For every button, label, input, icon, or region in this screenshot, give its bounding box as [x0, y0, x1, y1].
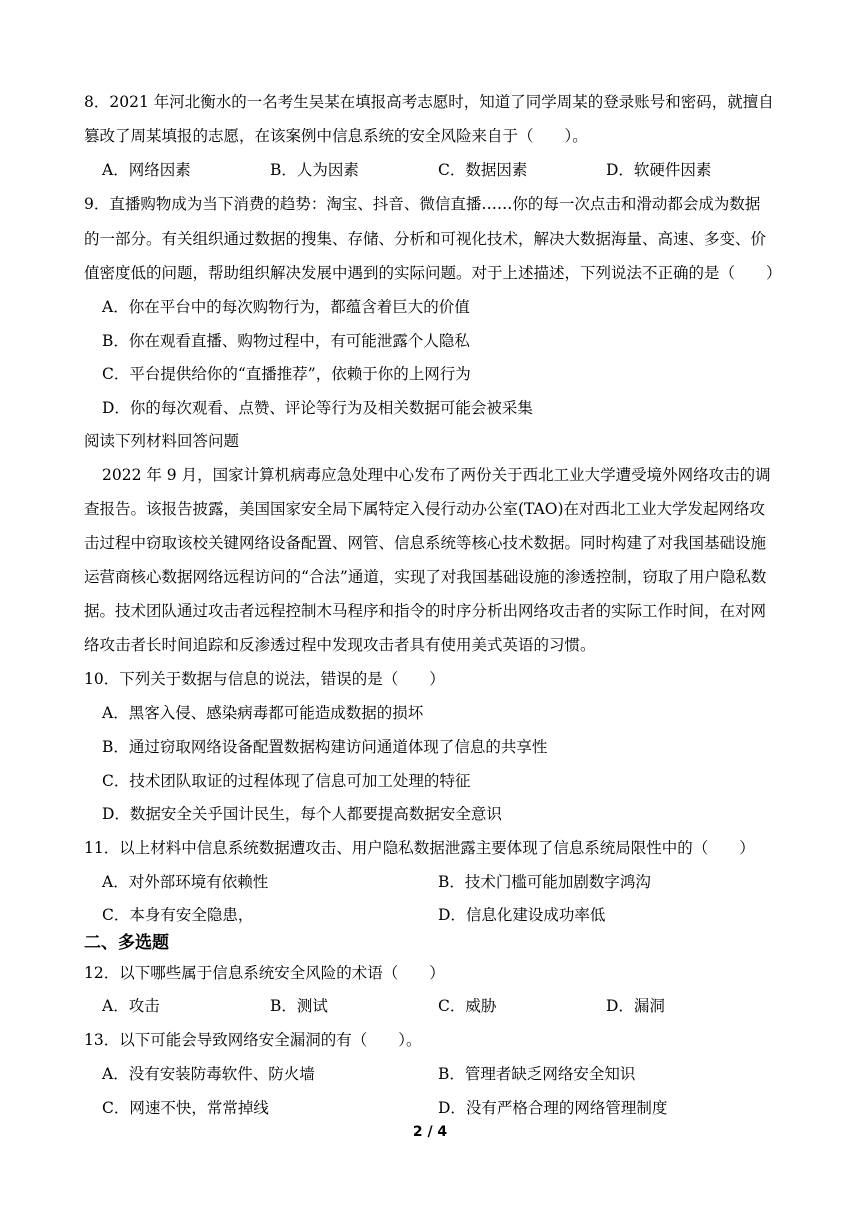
q10-stem: 10．下列关于数据与信息的说法，错误的是（ ） [84, 670, 445, 688]
reading-line-5: 据。技术团队通过攻击者远程控制木马程序和指令的时序分析出网络攻击者的实际工作时间，在对网 [84, 602, 767, 620]
q13-option-b: B．管理者缺乏网络安全知识 [438, 1065, 636, 1083]
q11-stem: 11．以上材料中信息系统数据遭攻击、用户隐私数据泄露主要体现了信息系统局限性中的（ ） [84, 839, 755, 857]
q13-stem: 13．以下可能会导致网络安全漏洞的有（ ）。 [84, 1031, 422, 1049]
q11-option-d: D．信息化建设成功率低 [438, 906, 606, 924]
q11-option-c: C．本身有安全隐患， [102, 906, 254, 924]
reading-line-1: 2022 年 9 月，国家计算机病毒应急处理中心发布了两份关于西北工业大学遭受境外网络攻击的调 [102, 466, 771, 484]
q8-option-c: C．数据因素 [438, 161, 528, 179]
q12-option-a: A．攻击 [102, 997, 160, 1015]
q8-stem-line1: 8．2021 年河北衡水的一名考生吴某在填报高考志愿时，知道了同学周某的登录账号和密码，就擅自 [84, 93, 774, 111]
reading-line-3: 击过程中窃取该校关键网络设备配置、网管、信息系统等核心技术数据。同时构建了对我国基础设施 [84, 534, 767, 552]
q9-stem-line1: 9．直播购物成为当下消费的趋势：淘宝、抖音、微信直播……你的每一次点击和滑动都会成为数据 [84, 195, 761, 213]
reading-heading: 阅读下列材料回答问题 [84, 432, 240, 450]
q9-stem-line2: 的一部分。有关组织通过数据的搜集、存储、分析和可视化技术，解决大数据海量、高速、多变、价 [84, 230, 767, 248]
q10-option-a: A．黑客入侵、感染病毒都可能造成数据的损坏 [102, 704, 424, 722]
q9-option-c: C．平台提供给你的“直播推荐”，依赖于你的上网行为 [102, 365, 471, 383]
q8-stem-line2: 篡改了周某填报的志愿，在该案例中信息系统的安全风险来自于（ ）。 [84, 127, 588, 145]
q12-option-c: C．威胁 [438, 997, 497, 1015]
reading-line-4: 运营商核心数据网络远程访问的“合法”通道，实现了对我国基础设施的渗透控制，窃取了用户隐私数 [84, 568, 767, 586]
page-number: 2 / 4 [412, 1124, 448, 1140]
q9-stem-line3: 值密度低的问题，帮助组织解决发展中遇到的实际问题。对于上述描述，下列说法不正确的是（ ） [84, 264, 782, 282]
q12-stem: 12．以下哪些属于信息系统安全风险的术语（ ） [84, 964, 445, 982]
reading-line-2: 查报告。该报告披露，美国国家安全局下属特定入侵行动办公室(TAO)在对西北工业大学发起网络攻 [84, 500, 765, 518]
q13-option-d: D．没有严格合理的网络管理制度 [438, 1099, 668, 1117]
q8-option-d: D．软硬件因素 [606, 161, 712, 179]
q11-option-a: A．对外部环境有依赖性 [102, 873, 269, 891]
section-title-multiple-choice: 二、多选题 [84, 933, 169, 953]
reading-line-6: 络攻击者长时间追踪和反渗透过程中发现攻击者具有使用美式英语的习惯。 [84, 636, 596, 654]
q11-option-b: B．技术门槛可能加剧数字鸿沟 [438, 873, 651, 891]
q9-option-d: D．你的每次观看、点赞、评论等行为及相关数据可能会被采集 [102, 399, 533, 417]
q9-option-a: A．你在平台中的每次购物行为，都蕴含着巨大的价值 [102, 298, 470, 316]
q9-option-b: B．你在观看直播、购物过程中，有可能泄露个人隐私 [102, 332, 470, 350]
q13-option-c: C．网速不快，常常掉线 [102, 1099, 269, 1117]
q12-option-b: B．测试 [270, 997, 328, 1015]
q8-option-b: B．人为因素 [270, 161, 359, 179]
q8-option-a: A．网络因素 [102, 161, 191, 179]
q12-option-d: D．漏洞 [606, 997, 665, 1015]
q10-option-d: D．数据安全关乎国计民生，每个人都要提高数据安全意识 [102, 805, 502, 823]
q10-option-c: C．技术团队取证的过程体现了信息可加工处理的特征 [102, 772, 471, 790]
q13-option-a: A．没有安装防毒软件、防火墙 [102, 1065, 315, 1083]
q10-option-b: B．通过窃取网络设备配置数据构建访问通道体现了信息的共享性 [102, 738, 548, 756]
